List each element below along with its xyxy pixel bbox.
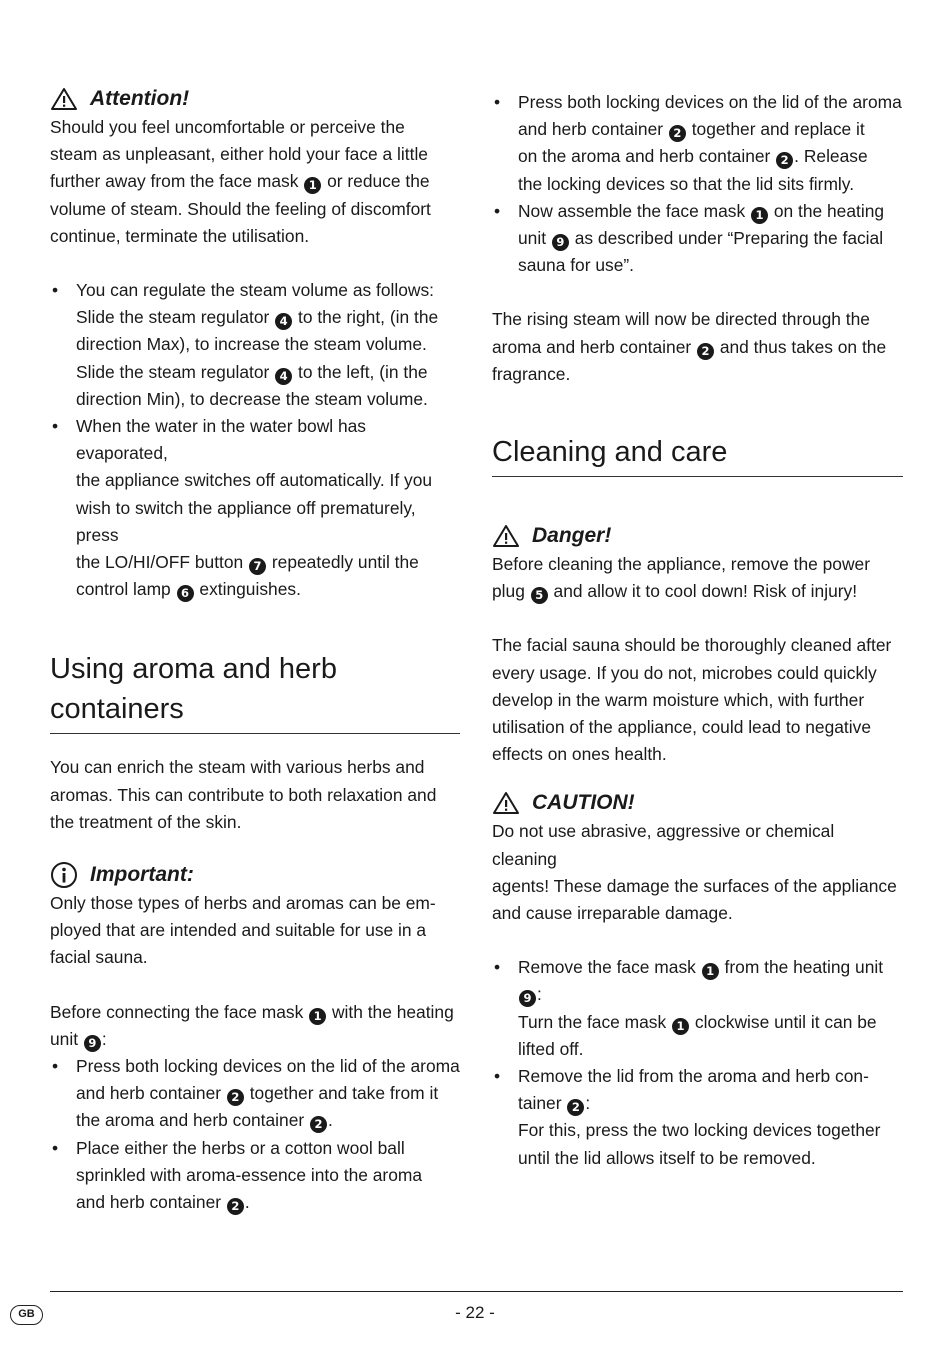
number-badge: 2 <box>567 1099 584 1116</box>
left-column <box>50 84 460 1216</box>
number-badge: 1 <box>304 177 321 194</box>
danger-text: Before cleaning the appliance, remove the power plug 5 and allow it to cool down! Risk of injury! <box>492 554 871 603</box>
danger-title: Danger! <box>532 524 612 548</box>
number-badge: 2 <box>669 125 686 142</box>
important-title: Important: <box>90 863 194 887</box>
bullet-icon: • <box>52 280 59 301</box>
number-badge: 2 <box>697 343 714 360</box>
number-badge: 1 <box>702 963 719 980</box>
important-text: Only those types of herbs and aromas can be em- ployed that are intended and suitable for use in a facial sauna. <box>50 893 436 968</box>
list-item: • Now assemble the face mask 1 on the heating unit 9 as described under “Preparing the facial sauna for use”. <box>492 198 903 280</box>
number-badge: 9 <box>84 1035 101 1052</box>
rising-steam-text: The rising steam will now be directed through the aroma and herb container 2 and thus takes on the fragrance. <box>492 309 887 384</box>
bullet-icon: • <box>494 1066 501 1087</box>
footer-divider <box>50 1291 903 1292</box>
number-badge: 4 <box>275 313 292 330</box>
number-badge: 1 <box>751 207 768 224</box>
list-item: • When the water in the water bowl has evaporated, the appliance switches off automatically. If you wish to switch the appliance off prematurely, press the LO/HI/OFF button 7 repeatedly until the control lamp 6 extinguishes. <box>50 413 460 603</box>
list-item: • You can regulate the steam volume as follows: Slide the steam regulator 4 to the right, (in the direction Max), to increase the steam volume. Slide the steam regulator 4 to the left, (in the direction Min), to decrease the steam volume. <box>50 277 460 413</box>
intro-text: You can enrich the steam with various herbs and aromas. This can contribute to both relaxation and the treatment of the skin. <box>50 757 437 832</box>
language-badge: GB <box>10 1305 43 1325</box>
danger-heading <box>492 521 903 551</box>
number-badge: 2 <box>227 1089 244 1106</box>
number-badge: 7 <box>249 558 266 575</box>
attention-title: Attention! <box>90 87 190 110</box>
info-circle-icon <box>50 861 78 889</box>
list-item: • Press both locking devices on the lid of the aroma and herb container 2 together and replace it on the aroma and herb container 2 . Release the locking devices so that the lid sits firmly. <box>492 89 903 198</box>
number-badge: 4 <box>275 368 292 385</box>
bullet-icon: • <box>494 957 501 978</box>
number-badge: 5 <box>531 587 548 604</box>
attention-text: Should you feel uncomfortable or perceive the steam as unpleasant, either hold your face a little further away from the face mask 1 or reduce the volume of steam. Should the feeling of discomfort continue, terminate the utilisation. <box>50 117 431 246</box>
number-badge: 9 <box>519 990 536 1007</box>
number-badge: 2 <box>776 152 793 169</box>
section-heading: Using aroma and herb containers <box>50 649 460 734</box>
bullet-icon: • <box>494 200 501 221</box>
warning-triangle-icon <box>492 524 520 548</box>
before-connecting-text: Before connecting the face mask 1 with the heating unit 9 : <box>50 1001 454 1050</box>
caution-heading <box>492 788 903 818</box>
important-heading <box>50 860 460 890</box>
number-badge: 1 <box>672 1018 689 1035</box>
warning-triangle-icon <box>50 87 78 111</box>
right-column <box>492 89 903 1172</box>
number-badge: 2 <box>227 1198 244 1215</box>
attention-heading <box>50 84 460 114</box>
list-item: • Place either the herbs or a cotton wool ball sprinkled with aroma-essence into the aroma and herb container 2 . <box>50 1135 460 1217</box>
bullet-icon: • <box>52 416 59 437</box>
caution-title: CAUTION! <box>532 791 635 815</box>
number-badge: 1 <box>309 1008 326 1025</box>
list-item: • Remove the face mask 1 from the heating unit 9 : Turn the face mask 1 clockwise until it can be lifted off. <box>492 954 903 1063</box>
number-badge: 9 <box>552 234 569 251</box>
warning-triangle-icon <box>492 791 520 815</box>
number-badge: 2 <box>310 1116 327 1133</box>
cleaning-text: The facial sauna should be thoroughly cleaned after every usage. If you do not, microbes could quickly develop in the warm moisture which, with further utilisation of the appliance, could lead to negative effects on ones health. <box>492 635 892 765</box>
page-number: - 22 - <box>455 1303 495 1322</box>
bullet-icon: • <box>494 92 501 112</box>
number-badge: 6 <box>177 585 194 602</box>
list-item: • Press both locking devices on the lid of the aroma and herb container 2 together and take from it the aroma and herb container 2 . <box>50 1053 460 1135</box>
caution-text: Do not use abrasive, aggressive or chemical cleaning agents! These damage the surfaces of the appliance and cause irreparable damage. <box>492 821 897 924</box>
list-item: • Remove the lid from the aroma and herb con- tainer 2 : For this, press the two locking devices together until the lid allows itself to be removed. <box>492 1063 903 1172</box>
section-heading: Cleaning and care <box>492 432 903 477</box>
bullet-icon: • <box>52 1056 59 1077</box>
bullet-icon: • <box>52 1137 59 1158</box>
